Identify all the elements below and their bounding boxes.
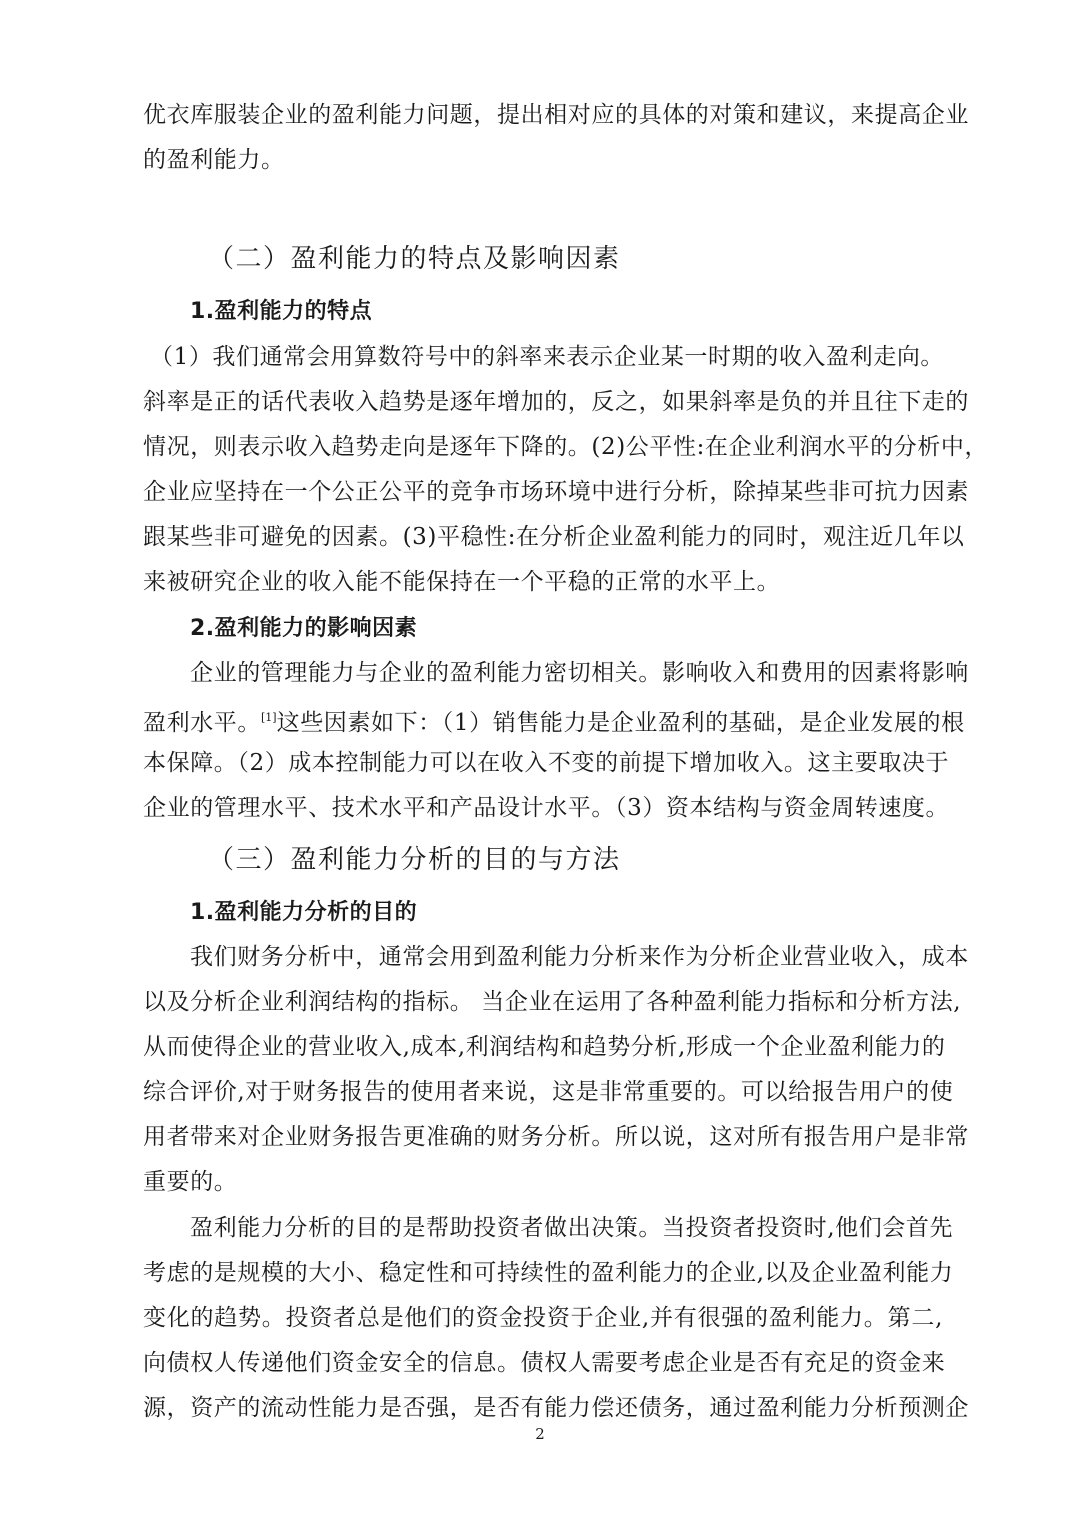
paragraph-line: 本保障。（2）成本控制能力可以在收入不变的前提下增加收入。这主要取决于 bbox=[143, 750, 950, 776]
paragraph-line: 综合评价,对于财务报告的使用者来说，这是非常重要的。可以给报告用户的使 bbox=[143, 1079, 954, 1105]
paragraph-line: 从而使得企业的营业收入,成本,利润结构和趋势分析,形成一个企业盈利能力的 bbox=[143, 1034, 946, 1060]
intro-line-1: 优衣库服装企业的盈利能力问题，提出相对应的具体的对策和建议，来提高企业 bbox=[143, 102, 969, 128]
paragraph-line: 考虑的是规模的大小、稳定性和可持续性的盈利能力的企业,以及企业盈利能力 bbox=[143, 1260, 954, 1286]
page-number: 2 bbox=[535, 1425, 545, 1443]
paragraph-line: 企业的管理水平、技术水平和产品设计水平。（3）资本结构与资金周转速度。 bbox=[143, 795, 950, 821]
paragraph-line: （1）我们通常会用算数符号中的斜率来表示企业某一时期的收入盈利走向。 bbox=[150, 344, 945, 370]
paragraph-line: 企业的管理能力与企业的盈利能力密切相关。影响收入和费用的因素将影响 bbox=[190, 660, 969, 686]
line-text: 盈利水平。 bbox=[143, 710, 261, 736]
paragraph-line: 变化的趋势。投资者总是他们的资金投资于企业,并有很强的盈利能力。第二, bbox=[143, 1305, 943, 1331]
subheading-purpose: 1.盈利能力分析的目的 bbox=[190, 900, 418, 925]
subheading-characteristics: 1.盈利能力的特点 bbox=[190, 299, 373, 324]
paragraph-line: 我们财务分析中，通常会用到盈利能力分析来作为分析企业营业收入，成本 bbox=[190, 944, 969, 970]
paragraph-line: 用者带来对企业财务报告更准确的财务分析。所以说，这对所有报告用户是非常 bbox=[143, 1124, 969, 1150]
paragraph-line: 斜率是正的话代表收入趋势是逐年增加的，反之，如果斜率是负的并且往下走的 bbox=[143, 389, 969, 415]
subheading-influencing-factors: 2.盈利能力的影响因素 bbox=[190, 616, 418, 641]
paragraph-line: 盈利能力分析的目的是帮助投资者做出决策。当投资者投资时,他们会首先 bbox=[190, 1215, 954, 1241]
paragraph-line: 向债权人传递他们资金安全的信息。债权人需要考虑企业是否有充足的资金来 bbox=[143, 1350, 946, 1376]
intro-line-2: 的盈利能力。 bbox=[143, 147, 285, 173]
paragraph-line: 情况，则表示收入趋势走向是逐年下降的。(2)公平性:在企业利润水平的分析中， bbox=[143, 434, 989, 460]
paragraph-line: 来被研究企业的收入能不能保持在一个平稳的正常的水平上。 bbox=[143, 569, 781, 595]
citation-ref: [1] bbox=[261, 711, 277, 724]
section-heading-2: （二）盈利能力的特点及影响因素 bbox=[208, 244, 621, 274]
paragraph-line: 跟某些非可避免的因素。(3)平稳性:在分析企业盈利能力的同时，观注近几年以 bbox=[143, 524, 965, 550]
line-text: 这些因素如下：（1）销售能力是企业盈利的基础，是企业发展的根 bbox=[276, 710, 965, 736]
section-heading-3: （三）盈利能力分析的目的与方法 bbox=[208, 845, 621, 875]
paragraph-line: 源，资产的流动性能力是否强，是否有能力偿还债务，通过盈利能力分析预测企 bbox=[143, 1395, 969, 1421]
paragraph-line bbox=[143, 703, 965, 738]
paragraph-line: 重要的。 bbox=[143, 1169, 238, 1195]
paragraph-line: 以及分析企业利润结构的指标。 当企业在运用了各种盈利能力指标和分析方法, bbox=[143, 989, 962, 1015]
paragraph-line: 企业应坚持在一个公正公平的竞争市场环境中进行分析，除掉某些非可抗力因素 bbox=[143, 479, 969, 505]
